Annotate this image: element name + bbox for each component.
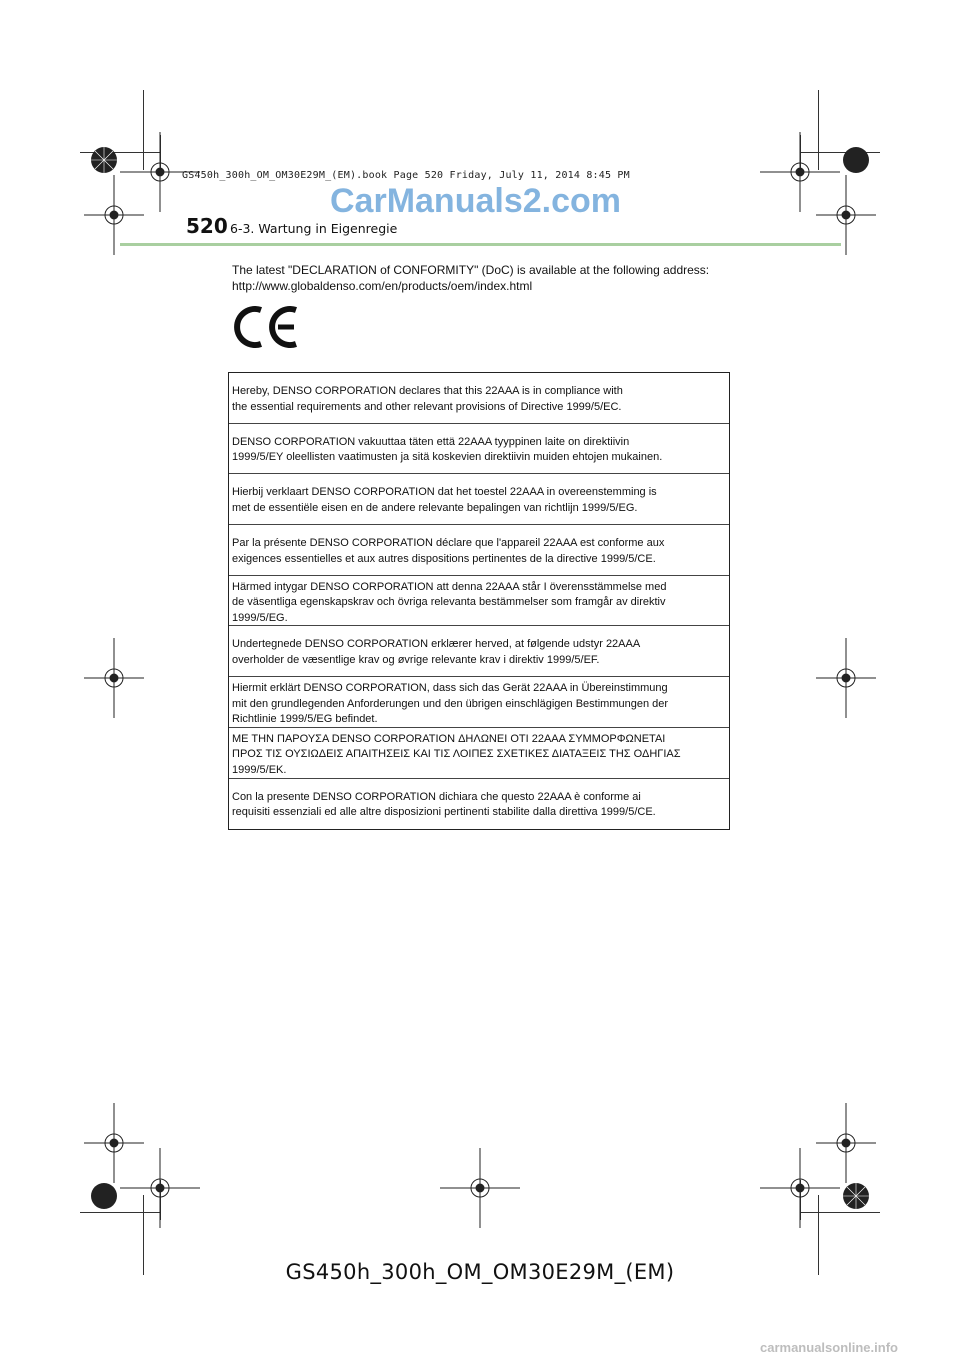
declaration-line: Hereby, DENSO CORPORATION declares that this 22AAA is in compliance with xyxy=(232,385,623,397)
declaration-line: requisiti essenziali ed alle altre disposizioni pertinenti stabilite dalla direttiva 1999/5/CE. xyxy=(232,806,656,818)
book-info-line: GS450h_300h_OM_OM30E29M_(EM).book Page 520 Friday, July 11, 2014 8:45 PM xyxy=(182,170,630,181)
declaration-row-da xyxy=(229,626,729,677)
declaration-line: Con la presente DENSO CORPORATION dichiara che questo 22AAA è conforme ai xyxy=(232,790,641,803)
declaration-line: Hiermit erklärt DENSO CORPORATION, dass sich das Gerät 22AAA in Übereinstimmung xyxy=(232,682,668,695)
intro-url: http://www.globaldenso.com/en/products/oem/index.html xyxy=(232,279,533,293)
declaration-line: Par la présente DENSO CORPORATION déclare que l'appareil 22AAA est conforme aux xyxy=(232,537,665,550)
declaration-row-el xyxy=(229,728,729,779)
declaration-row-de xyxy=(229,677,729,728)
declaration-table xyxy=(228,372,730,830)
declaration-line: de väsentliga egenskapskrav och övriga relevanta bestämmelser som framgår av direktiv xyxy=(232,596,666,609)
declaration-row-en xyxy=(229,373,729,424)
declaration-line: ΠΡΟΣ ΤΙΣ ΟΥΣΙΩΔΕΙΣ ΑΠΑΙΤΗΣΕΙΣ ΚΑΙ ΤΙΣ ΛΟΙΠΕΣ ΣΧΕΤΙΚΕΣ ΔΙΑΤΑΞΕΙΣ ΤΗΣ ΟΔΗΓΙΑΣ xyxy=(232,748,681,761)
declaration-line: 1999/5/ΕΚ. xyxy=(232,763,287,776)
declaration-line: the essential requirements and other relevant provisions of Directive 1999/5/EC. xyxy=(232,400,622,413)
declaration-row-it xyxy=(229,779,729,830)
watermark-logo: CarManuals2.com xyxy=(330,182,621,220)
declaration-line: mit den grundlegenden Anforderungen und den übrigen einschlägigen Bestimmungen der xyxy=(232,697,669,710)
declaration-line: Hierbij verklaart DENSO CORPORATION dat het toestel 22AAA in overeenstemming is xyxy=(232,486,657,499)
declaration-row-fr xyxy=(229,525,729,576)
section-title: 6-3. Wartung in Eigenregie xyxy=(230,221,398,236)
header-divider xyxy=(120,243,841,246)
declaration-line: Richtlinie 1999/5/EG befindet. xyxy=(232,713,378,726)
declaration-line: 1999/5/EG. xyxy=(232,611,288,624)
page-number: 520 xyxy=(186,214,228,238)
declaration-line: overholder de væsentlige krav og øvrige relevante krav i direktiv 1999/5/EF. xyxy=(232,653,600,666)
declaration-row-fi xyxy=(229,424,729,475)
declaration-row-nl xyxy=(229,474,729,525)
declaration-line: Undertegnede DENSO CORPORATION erklærer herved, at følgende udstyr 22AAA xyxy=(232,638,641,651)
declaration-line: 1999/5/EY oleellisten vaatimusten ja sitä koskevien direktiivin muiden ehtojen mukainen. xyxy=(232,451,663,464)
declaration-line: met de essentiële eisen en de andere relevante bepalingen van richtlijn 1999/5/EG. xyxy=(232,501,638,514)
ce-mark-icon xyxy=(232,306,302,353)
declaration-line: exigences essentielles et aux autres dispositions pertinentes de la directive 1999/5/CE. xyxy=(232,552,656,565)
intro-text xyxy=(232,262,709,294)
intro-line: The latest "DECLARATION of CONFORMITY" (DoC) is available at the following address: xyxy=(232,263,710,277)
declaration-line: Härmed intygar DENSO CORPORATION att denna 22AAA står I överensstämmelse med xyxy=(232,580,667,593)
site-watermark: carmanualsonline.info xyxy=(760,1340,898,1355)
document-code: GS450h_300h_OM_OM30E29M_(EM) xyxy=(285,1260,675,1284)
declaration-line: ΜΕ ΤΗΝ ΠΑΡΟΥΣΑ DENSO CORPORATION ΔΗΛΩΝΕΙ ΟΤΙ 22AAA ΣΥΜΜΟΡΦΩΝΕΤΑΙ xyxy=(232,732,666,745)
declaration-line: DENSO CORPORATION vakuuttaa täten että 22AAA tyyppinen laite on direktiivin xyxy=(232,435,630,448)
declaration-row-sv xyxy=(229,576,729,627)
